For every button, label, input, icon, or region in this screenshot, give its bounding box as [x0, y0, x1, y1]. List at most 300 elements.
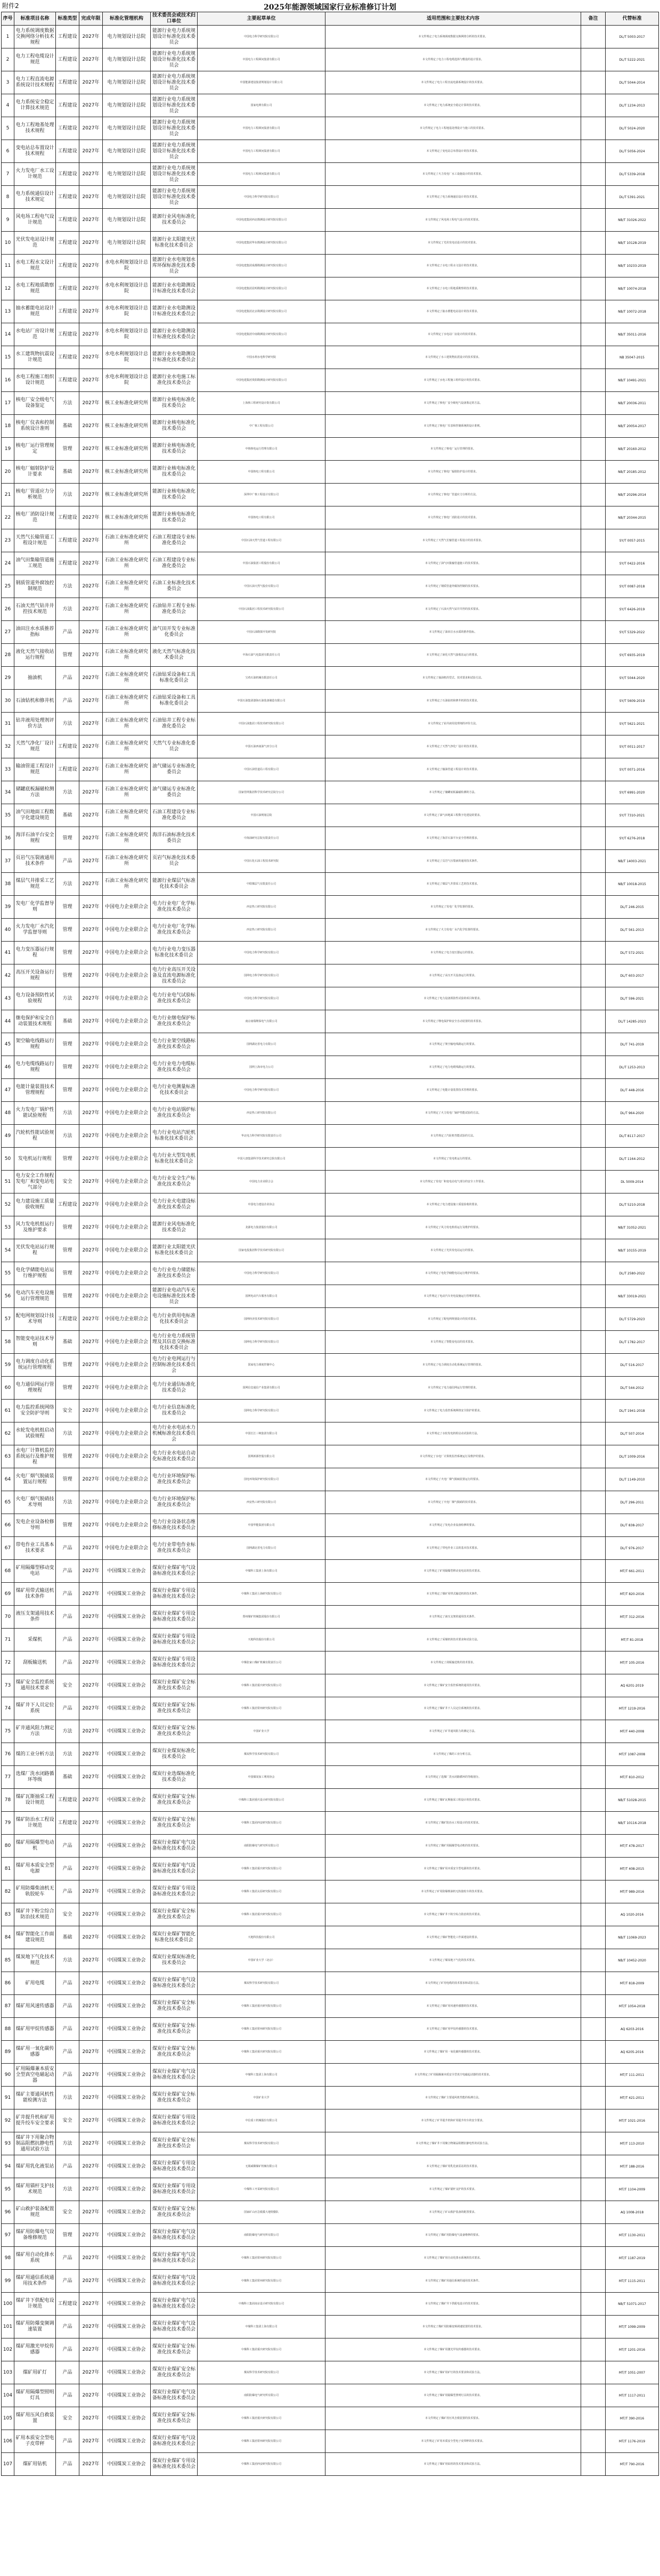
table-row: [2, 1926, 659, 1949]
cell-replace: MT/T 81-2018: [606, 1629, 659, 1651]
cell-name: 矿井提升机和矿用提升绞车安全要求: [14, 2109, 56, 2132]
cell-name: 电力工程地基处理技术规程: [14, 117, 56, 140]
cell-tc: 能源行业风电标准化技术委员会: [151, 209, 198, 232]
cell-type: 基础: [56, 1331, 79, 1354]
cell-type: 产品: [56, 850, 79, 873]
cell-note: [581, 552, 606, 575]
cell-type: 工程建设: [56, 94, 79, 117]
cell-note: [581, 1171, 606, 1193]
cell-type: 工程建设: [56, 71, 79, 94]
cell-replace: SY/T 0087-2018: [606, 575, 659, 598]
table-row: [2, 1697, 659, 1720]
cell-type: 基础: [56, 1766, 79, 1789]
cell-replace: SY/T 0011-2017: [606, 735, 659, 758]
cell-type: 产品: [56, 1606, 79, 1629]
cell-name: 电力设备预防性试验规程: [14, 987, 56, 1010]
cell-unit: 国网电力科学研究院有限公司: [198, 964, 325, 987]
cell-org: 中国煤炭工业协会: [103, 1995, 151, 2018]
cell-year: 2027年: [79, 2293, 103, 2316]
cell-org: 石油工业标准化研究所: [103, 690, 151, 713]
cell-name: 水电厂计算机监控系统运行及维护规程: [14, 1445, 56, 1468]
table-row: [2, 1171, 659, 1193]
cell-org: 中国煤炭工业协会: [103, 1812, 151, 1835]
cell-no: 52: [2, 1193, 14, 1216]
cell-type: 产品: [56, 2155, 79, 2178]
cell-name: 核电厂安全级电气设备鉴定: [14, 392, 56, 415]
cell-org: 中国煤炭工业协会: [103, 1766, 151, 1789]
table-row: [2, 1674, 659, 1697]
cell-type: 方法: [56, 1949, 79, 1972]
cell-name: 油气田地面工程数字化建设规范: [14, 804, 56, 827]
cell-scope: 本文件规定了煤矿主要通风机性能的检测方法。: [325, 2087, 581, 2109]
cell-tc: 电力行业继电保护标准化技术委员会: [151, 1010, 198, 1033]
cell-unit: 中国电力工程顾问集团有限公司: [198, 48, 325, 71]
cell-replace: DL/T 5024-2020: [606, 117, 659, 140]
cell-unit: 郑州煤矿机械集团股份有限公司: [198, 1606, 325, 1629]
cell-note: [581, 758, 606, 781]
cell-tc: 电力行业安全生产标准化技术委员会: [151, 1171, 198, 1193]
cell-name: 煤矿用风速传感器: [14, 1995, 56, 2018]
cell-no: 39: [2, 896, 14, 919]
cell-org: 中国煤炭工业协会: [103, 2132, 151, 2155]
cell-name: 水轮发电机组启动试验规程: [14, 1422, 56, 1445]
cell-unit: 中国石油集团工程技术研究院有限公司: [198, 598, 325, 621]
table-row: [2, 48, 659, 71]
cell-org: 水电水利规划设计总院: [103, 255, 151, 277]
cell-replace: DL/T 544-2012: [606, 1377, 659, 1400]
cell-replace: MT/T 790-2016: [606, 2453, 659, 2476]
cell-type: 方法: [56, 713, 79, 735]
cell-no: 64: [2, 1468, 14, 1491]
cell-org: 中国电力企业联合会: [103, 1537, 151, 1560]
table-row: [2, 209, 659, 232]
cell-name: 核电厂消防设计规范: [14, 506, 56, 529]
cell-name: 钢质管道外腐蚀控制规范: [14, 575, 56, 598]
cell-no: 72: [2, 1651, 14, 1674]
cell-tc: 煤炭行业煤矿智能化标准化技术委员会: [151, 1926, 198, 1949]
cell-no: 13: [2, 300, 14, 323]
cell-note: [581, 2247, 606, 2270]
cell-unit: 华北电力科学研究院有限责任公司: [198, 1125, 325, 1148]
cell-org: 中国煤炭工业协会: [103, 2430, 151, 2453]
cell-replace: MT/T 1187-2019: [606, 2247, 659, 2270]
cell-scope: 本文件规定了油田注水水质的推荐指标。: [325, 621, 581, 644]
cell-tc: 煤炭行业煤矿安全标准化技术委员会: [151, 1697, 198, 1720]
cell-org: 石油工业标准化研究所: [103, 873, 151, 896]
cell-scope: 本文件规定了油气田地面工程数字化建设的要求。: [325, 804, 581, 827]
cell-no: 87: [2, 1995, 14, 2018]
cell-unit: 中国电力工程顾问集团有限公司: [198, 140, 325, 163]
cell-scope: 本文件规定了矿井通风阻力的测定方法。: [325, 1720, 581, 1743]
cell-unit: 中国电力科学研究院有限公司: [198, 1262, 325, 1285]
cell-scope: 本文件规定了煤矿用隔爆型照明灯具的技术要求。: [325, 2384, 581, 2407]
cell-replace: MT/T 661-2011: [606, 1560, 659, 1583]
table-row: [2, 2384, 659, 2407]
cell-scope: 本文件规定了光伏发电站设计的技术要求。: [325, 232, 581, 255]
cell-note: [581, 964, 606, 987]
cell-scope: 本文件规定了风电场工程电气设计的技术要求。: [325, 209, 581, 232]
cell-note: [581, 1651, 606, 1674]
cell-scope: 本文件规定了变电站总布置设计的技术要求。: [325, 140, 581, 163]
cell-note: [581, 438, 606, 461]
cell-no: 9: [2, 209, 14, 232]
cell-note: [581, 1056, 606, 1079]
cell-note: [581, 1422, 606, 1445]
cell-type: 产品: [56, 2247, 79, 2270]
cell-unit: 国网新源控股有限公司: [198, 1445, 325, 1468]
cell-unit: 龙源电力集团股份有限公司: [198, 1216, 325, 1239]
col-header-name: 标准项目名称: [14, 12, 56, 26]
cell-no: 65: [2, 1491, 14, 1514]
table-row: [2, 575, 659, 598]
cell-tc: 油气储运专业标准化委员会: [151, 758, 198, 781]
cell-type: 工程建设: [56, 48, 79, 71]
cell-note: [581, 598, 606, 621]
cell-type: 产品: [56, 690, 79, 713]
cell-type: 产品: [56, 1880, 79, 1903]
cell-note: [581, 896, 606, 919]
cell-name: 电力安全工作规程 发电厂和变电站电气部分: [14, 1171, 56, 1193]
cell-note: [581, 1835, 606, 1858]
cell-org: 电力规划设计总院: [103, 117, 151, 140]
cell-type: 方法: [56, 575, 79, 598]
cell-type: 工程建设: [56, 1308, 79, 1331]
cell-org: 中国煤炭工业协会: [103, 1743, 151, 1766]
cell-scope: 本文件规定了天然气长输管道工程设计的技术要求。: [325, 529, 581, 552]
cell-no: 79: [2, 1812, 14, 1835]
cell-unit: 中煤科工集团上海有限公司: [198, 2064, 325, 2087]
cell-name: 核电厂仪表和控制系统设计准则: [14, 415, 56, 438]
cell-unit: 中国石油规划总院: [198, 804, 325, 827]
cell-note: [581, 1079, 606, 1102]
cell-unit: 中煤科工集团西安研究院有限公司: [198, 1812, 325, 1835]
cell-name: 煤矿用本质安全型电源: [14, 1858, 56, 1880]
cell-scope: 本文件规定了煤矿用激光甲烷传感器的技术要求。: [325, 2338, 581, 2361]
cell-note: [581, 232, 606, 255]
cell-year: 2027年: [79, 484, 103, 506]
cell-org: 核工业标准化研究所: [103, 461, 151, 484]
cell-unit: 南阳防爆电气研究所有限公司: [198, 2384, 325, 2407]
cell-scope: 本文件规定了煤矿锚杆支护的技术要求。: [325, 2178, 581, 2201]
cell-scope: 本文件规定了火力发电厂水工设施设计的技术要求。: [325, 163, 581, 186]
cell-type: 方法: [56, 987, 79, 1010]
cell-org: 石油工业标准化研究所: [103, 598, 151, 621]
cell-name: 发电机运行规程: [14, 1148, 56, 1171]
cell-unit: 国网上海市电力公司: [198, 1056, 325, 1079]
cell-year: 2027年: [79, 1125, 103, 1148]
col-header-tc: 技术委员会或技术归口单位: [151, 12, 198, 26]
cell-name: 煤矿用矿灯: [14, 2361, 56, 2384]
cell-name: 天然气净化厂设计规范: [14, 735, 56, 758]
cell-type: 工程建设: [56, 117, 79, 140]
table-row: [2, 644, 659, 667]
cell-year: 2027年: [79, 209, 103, 232]
cell-tc: 电力行业电厂化学标准化技术委员会: [151, 919, 198, 942]
cell-unit: 天地科技股份有限公司: [198, 1926, 325, 1949]
cell-scope: 本文件规定了抽水蓄能电站设计的技术要求。: [325, 300, 581, 323]
table-row: [2, 26, 659, 48]
table-row: [2, 1651, 659, 1674]
cell-tc: 石油工程建设专业标准化委员会: [151, 804, 198, 827]
cell-tc: 煤炭行业煤矿安全标准化技术委员会: [151, 1720, 198, 1743]
cell-no: 16: [2, 369, 14, 392]
cell-no: 53: [2, 1216, 14, 1239]
cell-year: 2027年: [79, 2087, 103, 2109]
table-row: [2, 255, 659, 277]
cell-no: 38: [2, 873, 14, 896]
cell-type: 产品: [56, 2361, 79, 2384]
cell-scope: 本文件规定了矿用防爆柴油机无轨胶轮车的技术要求。: [325, 1880, 581, 1903]
cell-replace: DL/T 5044-2014: [606, 71, 659, 94]
cell-year: 2027年: [79, 1193, 103, 1216]
table-row: [2, 346, 659, 369]
cell-year: 2027年: [79, 461, 103, 484]
cell-name: 煤矿用一氧化碳传感器: [14, 2041, 56, 2064]
table-row: [2, 2109, 659, 2132]
cell-unit: 中煤科工集团常州研究院有限公司: [198, 2430, 325, 2453]
cell-org: 水电水利规划设计总院: [103, 323, 151, 346]
table-row: [2, 277, 659, 300]
cell-scope: 本文件规定了煤矿安全监控系统的通用技术要求。: [325, 1674, 581, 1697]
cell-unit: 中煤科工集团常州研究院有限公司: [198, 2018, 325, 2041]
cell-scope: 本文件规定了矿用隔爆型移动变电站的技术要求。: [325, 1560, 581, 1583]
table-row: [2, 942, 659, 964]
cell-no: 57: [2, 1308, 14, 1331]
cell-type: 工程建设: [56, 277, 79, 300]
cell-name: 煤矿主要通风机性能检测方法: [14, 2087, 56, 2109]
cell-year: 2027年: [79, 2178, 103, 2201]
cell-tc: 煤炭行业煤矿电气设备标准化技术委员会: [151, 1560, 198, 1583]
cell-year: 2027年: [79, 26, 103, 48]
cell-name: 带电作业工具基本技术要求: [14, 1537, 56, 1560]
cell-replace: SY/T 5621-2021: [606, 713, 659, 735]
cell-name: 煤矿用乳化液泵站: [14, 2155, 56, 2178]
cell-unit: 中国石油集团工程技术研究院有限公司: [198, 713, 325, 735]
cell-replace: DL/T 964-2020: [606, 1102, 659, 1125]
cell-replace: SY/T 6991-2020: [606, 781, 659, 804]
table-row: [2, 1720, 659, 1743]
cell-no: 93: [2, 2132, 14, 2155]
table-row: [2, 415, 659, 438]
cell-replace: MT/T 1130-2011: [606, 2224, 659, 2247]
table-row: [2, 598, 659, 621]
cell-type: 工程建设: [56, 163, 79, 186]
cell-scope: 本文件规定了核电厂运行管理的要求。: [325, 438, 581, 461]
cell-unit: 中国水利水电科学研究院: [198, 346, 325, 369]
cell-org: 石油工业标准化研究所: [103, 781, 151, 804]
cell-name: 电化学储能电站运行维护规程: [14, 1262, 56, 1285]
cell-name: 煤矿井下供配电设计规范: [14, 2293, 56, 2316]
cell-replace: MT/T 421-2011: [606, 2087, 659, 2109]
table-row: [2, 1148, 659, 1171]
cell-tc: 电力行业水电站水力机械标准化技术委员会: [151, 1422, 198, 1445]
cell-org: 中国煤炭工业协会: [103, 2338, 151, 2361]
cell-note: [581, 1949, 606, 1972]
cell-type: 产品: [56, 2018, 79, 2041]
cell-year: 2027年: [79, 690, 103, 713]
cell-name: 煤矿用隔爆型照明灯具: [14, 2384, 56, 2407]
cell-replace: NB/T 10018-2015: [606, 873, 659, 896]
cell-name: 火力发电厂水工设计规范: [14, 163, 56, 186]
cell-year: 2027年: [79, 1468, 103, 1491]
col-header-year: 完成年限: [79, 12, 103, 26]
cell-note: [581, 1858, 606, 1880]
cell-scope: 本文件规定了抽油机的型式、技术要求和试验方法。: [325, 667, 581, 690]
cell-org: 电力规划设计总院: [103, 163, 151, 186]
cell-year: 2027年: [79, 2224, 103, 2247]
cell-year: 2027年: [79, 1262, 103, 1285]
cell-unit: 南阳防爆电气研究所有限公司: [198, 1835, 325, 1858]
cell-type: 管理: [56, 438, 79, 461]
cell-no: 81: [2, 1858, 14, 1880]
cell-scope: 本文件规定了核电厂管道应力分析的方法。: [325, 484, 581, 506]
cell-no: 61: [2, 1400, 14, 1422]
cell-org: 中国煤炭工业协会: [103, 2361, 151, 2384]
cell-year: 2027年: [79, 2041, 103, 2064]
cell-tc: 煤炭行业煤矿安全标准化技术委员会: [151, 2041, 198, 2064]
cell-year: 2027年: [79, 1858, 103, 1880]
cell-no: 82: [2, 1880, 14, 1903]
cell-scope: 本文件规定了煤矿智能化工作面建设的要求。: [325, 1926, 581, 1949]
cell-tc: 能源行业煤层气标准化技术委员会: [151, 873, 198, 896]
cell-name: 电力系统通信设计技术规定: [14, 186, 56, 209]
cell-no: 15: [2, 346, 14, 369]
cell-no: 77: [2, 1766, 14, 1789]
cell-scope: 本文件规定了火力发电厂水汽化学监督的要求。: [325, 919, 581, 942]
cell-org: 中国煤炭工业协会: [103, 2247, 151, 2270]
cell-year: 2027年: [79, 2361, 103, 2384]
cell-org: 电力规划设计总院: [103, 186, 151, 209]
table-row: [2, 2338, 659, 2361]
cell-type: 安全: [56, 1171, 79, 1193]
cell-tc: 煤炭行业煤矿专用设备标准化技术委员会: [151, 1629, 198, 1651]
cell-org: 中国煤炭工业协会: [103, 1697, 151, 1720]
cell-name: 配电网规划设计技术导则: [14, 1308, 56, 1331]
cell-name: 煤的工业分析方法: [14, 1743, 56, 1766]
cell-unit: 中国大唐集团科学技术研究总院有限公司: [198, 1148, 325, 1171]
cell-year: 2027年: [79, 71, 103, 94]
cell-note: [581, 2109, 606, 2132]
cell-scope: 本文件规定了油气田集输管道施工的技术要求。: [325, 552, 581, 575]
cell-year: 2027年: [79, 2132, 103, 2155]
cell-unit: 中联煤层气有限责任公司: [198, 873, 325, 896]
cell-no: 98: [2, 2247, 14, 2270]
cell-year: 2027年: [79, 1102, 103, 1125]
cell-name: 火电厂烟气脱硝技术导则: [14, 1491, 56, 1514]
cell-type: 工程建设: [56, 369, 79, 392]
cell-unit: 国家管网集团科学技术研究总院分公司: [198, 781, 325, 804]
cell-scope: 本文件规定了煤矿用通信系统的通用技术条件。: [325, 2270, 581, 2293]
cell-org: 中国电力企业联合会: [103, 1422, 151, 1445]
cell-scope: 本文件规定了煤矿防治水工程设计的技术要求。: [325, 1812, 581, 1835]
cell-no: 68: [2, 1560, 14, 1583]
cell-org: 中国煤炭工业协会: [103, 1949, 151, 1972]
cell-note: [581, 1995, 606, 2018]
cell-name: 矿用电缆: [14, 1972, 56, 1995]
table-row: [2, 2407, 659, 2430]
cell-tc: 电力行业通信标准化技术委员会: [151, 1377, 198, 1400]
cell-replace: AQ 6205-2016: [606, 2041, 659, 2064]
cell-no: 89: [2, 2041, 14, 2064]
cell-no: 59: [2, 1354, 14, 1377]
cell-org: 核工业标准化研究所: [103, 438, 151, 461]
cell-no: 91: [2, 2087, 14, 2109]
cell-type: 管理: [56, 1285, 79, 1308]
cell-unit: 中煤科工集团上海有限公司: [198, 2316, 325, 2338]
cell-unit: 煤炭科学技术研究院有限公司: [198, 1972, 325, 1995]
cell-note: [581, 919, 606, 942]
cell-year: 2027年: [79, 1514, 103, 1537]
table-row: [2, 1514, 659, 1537]
cell-type: 方法: [56, 1720, 79, 1743]
cell-year: 2027年: [79, 2453, 103, 2476]
cell-note: [581, 346, 606, 369]
cell-tc: 电力行业电站锅炉标准化技术委员会: [151, 1102, 198, 1125]
cell-year: 2027年: [79, 1674, 103, 1697]
cell-type: 管理: [56, 896, 79, 919]
cell-scope: 本文件规定了煤矿井下人员定位系统的技术要求。: [325, 1697, 581, 1720]
cell-type: 产品: [56, 1858, 79, 1880]
cell-tc: 能源行业水电勘测设计标准化技术委员会: [151, 346, 198, 369]
cell-tc: 电力行业水电站自动化标准化技术委员会: [151, 1445, 198, 1468]
cell-name: 矿用防爆柴油机无轨胶轮车: [14, 1880, 56, 1903]
cell-tc: 煤炭行业煤矿专用设备标准化技术委员会: [151, 1880, 198, 1903]
cell-type: 管理: [56, 827, 79, 850]
cell-tc: 石油工业标准化技术委员会: [151, 575, 198, 598]
table-row: [2, 758, 659, 781]
cell-org: 中国电力企业联合会: [103, 1216, 151, 1239]
cell-org: 中国煤炭工业协会: [103, 1835, 151, 1858]
cell-note: [581, 71, 606, 94]
cell-tc: 海洋石油标准化技术委员会: [151, 827, 198, 850]
cell-name: 煤矿用带式输送机技术条件: [14, 1583, 56, 1606]
cell-year: 2027年: [79, 1377, 103, 1400]
cell-unit: 中国电力科学研究院有限公司: [198, 1079, 325, 1102]
cell-org: 石油工业标准化研究所: [103, 621, 151, 644]
cell-unit: 深圳中广核工程设计有限公司: [198, 484, 325, 506]
cell-name: 继电保护和安全自动装置技术规程: [14, 1010, 56, 1033]
table-row: [2, 1400, 659, 1422]
cell-no: 71: [2, 1629, 14, 1651]
cell-name: 水电工程地质勘察规范: [14, 277, 56, 300]
cell-year: 2027年: [79, 1972, 103, 1995]
cell-org: 石油工业标准化研究所: [103, 529, 151, 552]
cell-year: 2027年: [79, 964, 103, 987]
cell-name: 电能计量装置技术管理规程: [14, 1079, 56, 1102]
cell-type: 方法: [56, 1743, 79, 1766]
cell-unit: 中煤科工集团重庆研究院有限公司: [198, 2407, 325, 2430]
cell-org: 中国煤炭工业协会: [103, 2087, 151, 2109]
cell-org: 中国煤炭工业协会: [103, 2109, 151, 2132]
cell-scope: 本文件规定了煤矿用本质安全型电源的技术要求。: [325, 1858, 581, 1880]
cell-scope: 本文件规定了电力建设施工质量验收的要求。: [325, 1193, 581, 1216]
cell-unit: 国网信息通信产业集团有限公司: [198, 1377, 325, 1400]
cell-type: 安全: [56, 1674, 79, 1697]
cell-replace: DL/T 561-2013: [606, 919, 659, 942]
cell-note: [581, 987, 606, 1010]
cell-org: 石油工业标准化研究所: [103, 804, 151, 827]
cell-replace: DL/T 5391-2021: [606, 186, 659, 209]
cell-replace: NB/T 51028-2015: [606, 1789, 659, 1812]
cell-year: 2027年: [79, 1148, 103, 1171]
cell-note: [581, 2361, 606, 2384]
cell-note: [581, 667, 606, 690]
cell-name: 火力发电厂水汽化学监督导则: [14, 919, 56, 942]
cell-replace: DL/T 5003-2017: [606, 26, 659, 48]
cell-scope: 本文件规定了配电网规划设计的技术要求。: [325, 1308, 581, 1331]
cell-org: 电力规划设计总院: [103, 94, 151, 117]
cell-no: 4: [2, 94, 14, 117]
